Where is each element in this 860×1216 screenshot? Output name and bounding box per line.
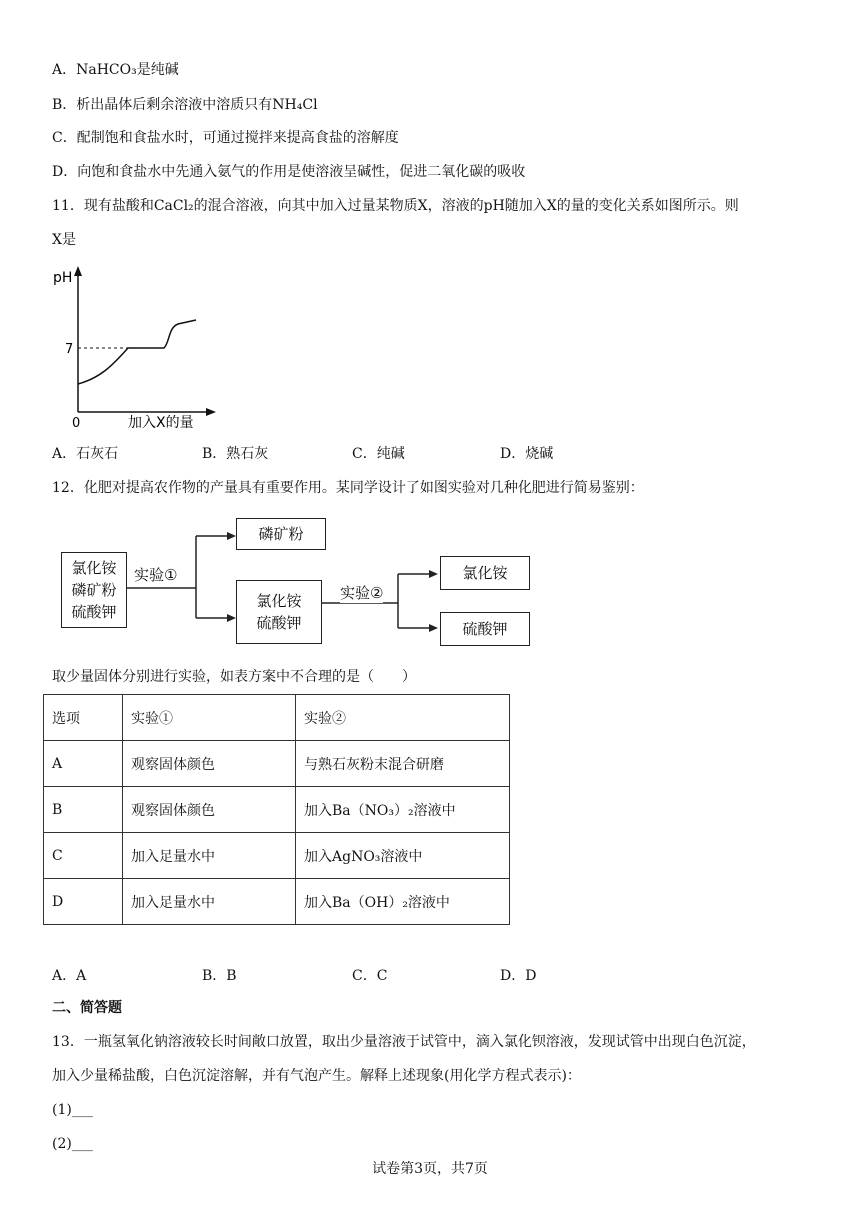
q13-stem-line2: 加入少量稀盐酸，白色沉淀溶解，并有气泡产生。解释上述现象(用化学方程式表示)： [52, 1068, 581, 1084]
q10-option-b: B．析出晶体后剩余溶液中溶质只有NH₄Cl [52, 97, 318, 113]
q11-option-c: C．纯碱 [352, 446, 405, 462]
table-cell: D [44, 879, 123, 925]
q13-stem-line1: 13．一瓶氢氧化钠溶液较长时间敞口放置，取出少量溶液于试管中，滴入氯化钡溶液，发现试管中出现白色沉淀， [52, 1034, 756, 1050]
table-row [44, 741, 510, 787]
table-cell: 加入AgNO₃溶液中 [296, 833, 510, 879]
table-cell: 加入Ba（OH）₂溶液中 [296, 879, 510, 925]
q12-prompt: 取少量固体分别进行实验，如表方案中不合理的是（ ） [52, 669, 416, 685]
page-footer: 试卷第3页，共7页 [372, 1161, 488, 1177]
y-axis-label: pH [53, 270, 73, 286]
table-cell: 加入Ba（NO₃）₂溶液中 [296, 787, 510, 833]
exp1-label: 实验① [134, 566, 178, 584]
table-row [44, 833, 510, 879]
q12-stem: 12．化肥对提高农作物的产量具有重要作用。某同学设计了如图实验对几种化肥进行简易鉴别： [52, 480, 644, 496]
q11-stem-line1: 11．现有盐酸和CaCl₂的混合溶液，向其中加入过量某物质X，溶液的pH随加入X的量的变化关系如图所示。则 [52, 198, 739, 214]
q11-stem-line2: X是 [52, 232, 76, 248]
q12-option-b: B．B [202, 968, 237, 984]
exp2-label: 实验② [340, 584, 384, 602]
origin-label: 0 [72, 416, 81, 431]
q10-option-a: A．NaHCO₃是纯碱 [52, 62, 179, 78]
box-potassium-sulfate: 硫酸钾 [440, 612, 530, 646]
section-title: 二、简答题 [52, 1000, 122, 1016]
table-cell: 与熟石灰粉末混合研磨 [296, 741, 510, 787]
q12-option-c: C．C [352, 968, 388, 984]
x-axis-arrow [206, 408, 216, 416]
q12-option-d: D．D [500, 968, 537, 984]
x-axis-label: 加入X的量 [128, 415, 194, 431]
table-cell: A [44, 741, 123, 787]
start-box: 氯化铵 磷矿粉 硫酸钾 [61, 552, 127, 628]
q11-ph-graph [50, 262, 220, 434]
q10-option-d: D．向饱和食盐水中先通入氨气的作用是使溶液呈碱性，促进二氧化碳的吸收 [52, 164, 526, 180]
table-cell: C [44, 833, 123, 879]
table-cell: 加入足量水中 [123, 879, 296, 925]
q12-options [52, 966, 612, 986]
ph-curve [78, 320, 196, 384]
q11-option-d: D．烧碱 [500, 446, 554, 462]
table-header: 实验② [296, 695, 510, 741]
y-tick-7: 7 [65, 342, 74, 357]
box-ammonium-chloride: 氯化铵 [440, 556, 530, 590]
table-cell: B [44, 787, 123, 833]
table-header: 实验① [123, 695, 296, 741]
q11-option-a: A．石灰石 [52, 446, 119, 462]
q11-options [52, 444, 612, 464]
table-header: 选项 [44, 695, 123, 741]
q12-flow-diagram [56, 508, 536, 656]
table-cell: 观察固体颜色 [123, 741, 296, 787]
table-header-row [44, 695, 510, 741]
table-row [44, 879, 510, 925]
box-phosphate-rock: 磷矿粉 [236, 518, 326, 550]
box-mixed: 氯化铵 硫酸钾 [236, 580, 322, 644]
table-cell: 加入足量水中 [123, 833, 296, 879]
q12-options-table [43, 694, 510, 925]
q10-option-c: C．配制饱和食盐水时，可通过搅拌来提高食盐的溶解度 [52, 130, 399, 146]
q13-blank-2[interactable]: (2)___ [52, 1136, 93, 1152]
table-cell: 观察固体颜色 [123, 787, 296, 833]
q12-option-a: A．A [52, 968, 87, 984]
y-axis-arrow [74, 266, 82, 276]
q11-option-b: B．熟石灰 [202, 446, 269, 462]
table-row [44, 787, 510, 833]
q13-blank-1[interactable]: (1)___ [52, 1102, 93, 1118]
